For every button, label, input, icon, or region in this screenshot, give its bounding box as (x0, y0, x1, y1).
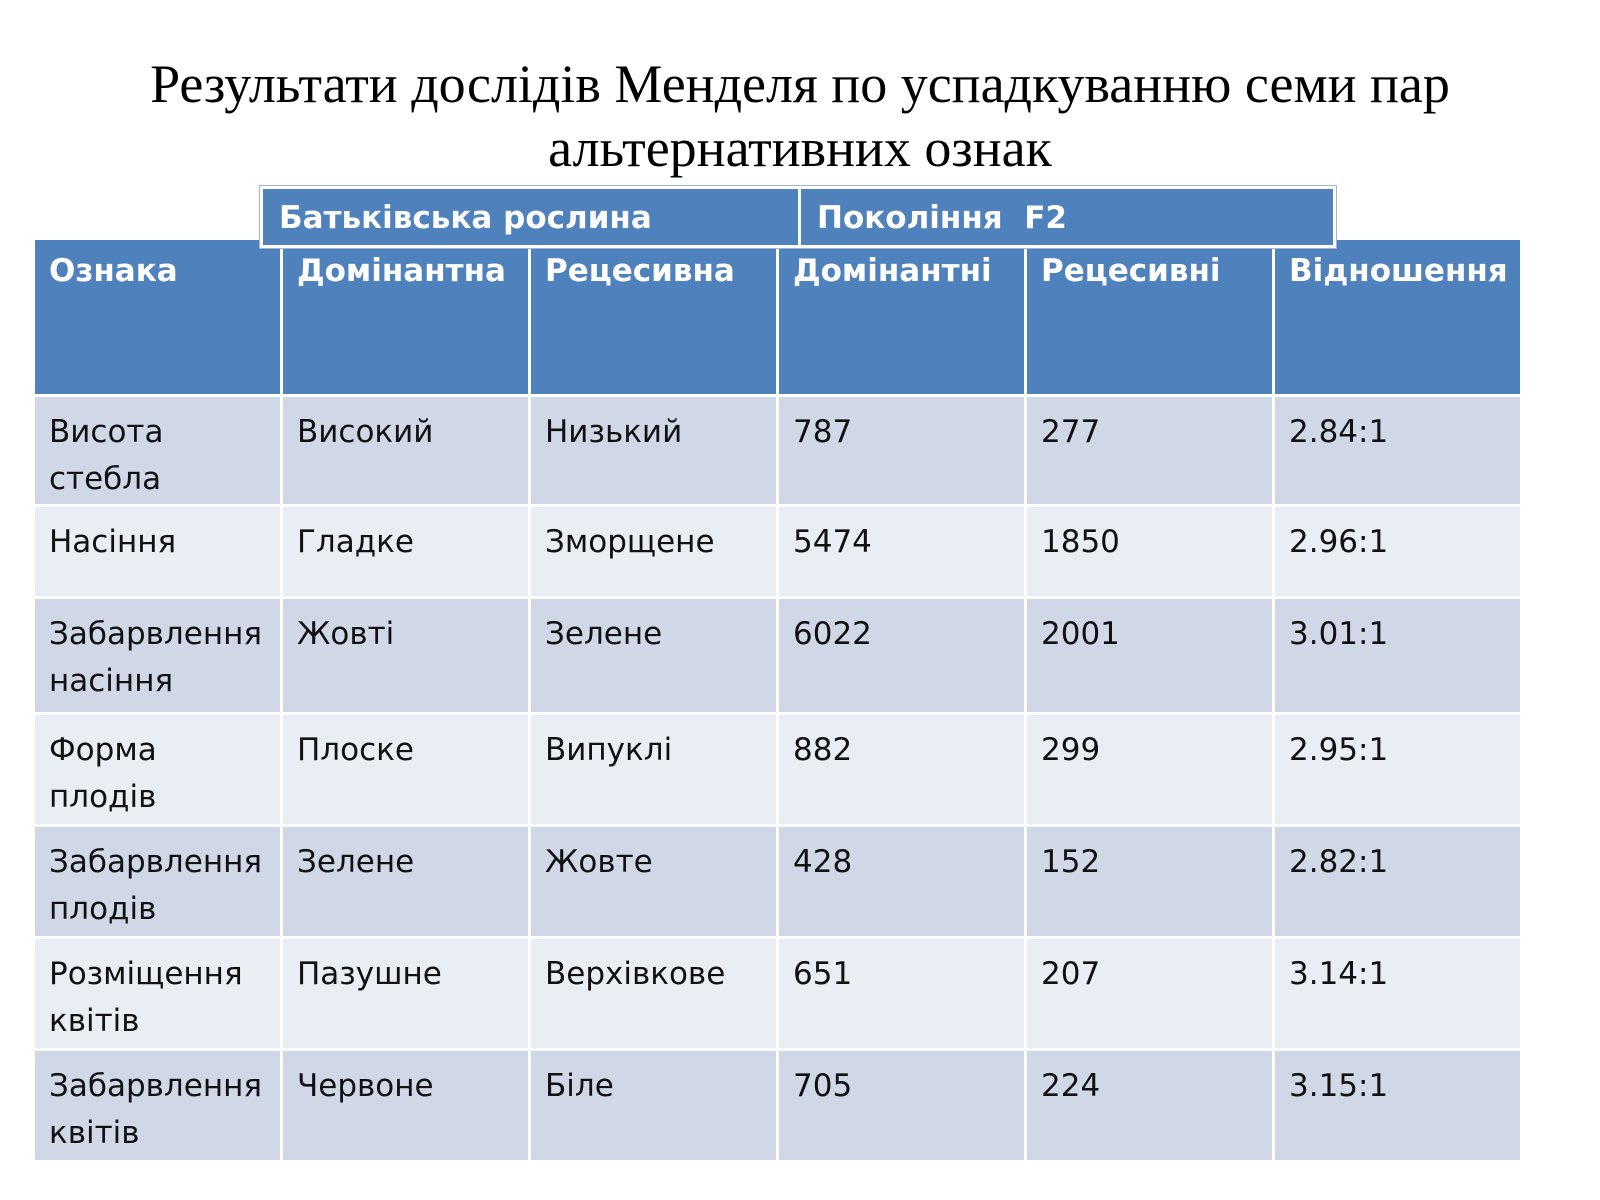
cell-recessive: Зморщене (530, 506, 778, 598)
mendel-results-table (32, 237, 1523, 1163)
table-header-row (34, 239, 1522, 396)
table-row (34, 826, 1522, 938)
table-row (34, 506, 1522, 598)
cell-recessive-count: 152 (1026, 826, 1274, 938)
cell-recessive: Низький (530, 396, 778, 506)
group-header-parent-plant: Батьківська рослина (263, 189, 801, 245)
table-row (34, 1050, 1522, 1162)
cell-dominant-count: 6022 (778, 598, 1026, 714)
column-header-trait: Ознака (34, 239, 282, 396)
cell-recessive: Верхівкове (530, 938, 778, 1050)
table-row (34, 938, 1522, 1050)
cell-trait: Насіння (34, 506, 282, 598)
cell-recessive-count: 207 (1026, 938, 1274, 1050)
cell-ratio: 3.15:1 (1274, 1050, 1522, 1162)
cell-recessive-count: 224 (1026, 1050, 1274, 1162)
column-header-recessive: Рецесивна (530, 239, 778, 396)
cell-trait: Забарвлення насіння (34, 598, 282, 714)
cell-recessive-count: 2001 (1026, 598, 1274, 714)
cell-ratio: 2.82:1 (1274, 826, 1522, 938)
column-header-ratio: Відношення (1274, 239, 1522, 396)
cell-dominant-count: 705 (778, 1050, 1026, 1162)
cell-ratio: 3.14:1 (1274, 938, 1522, 1050)
cell-dominant: Зелене (282, 826, 530, 938)
column-group-header (260, 186, 1336, 248)
cell-ratio: 2.96:1 (1274, 506, 1522, 598)
cell-dominant: Червоне (282, 1050, 530, 1162)
cell-trait: Забарвлення квітів (34, 1050, 282, 1162)
cell-recessive-count: 1850 (1026, 506, 1274, 598)
cell-dominant-count: 787 (778, 396, 1026, 506)
column-header-dominant-count: Домінантні (778, 239, 1026, 396)
cell-trait: Забарвлення плодів (34, 826, 282, 938)
table-row (34, 396, 1522, 506)
column-header-dominant: Домінантна (282, 239, 530, 396)
group-header-generation-f2: Покоління F2 (817, 200, 1067, 236)
cell-dominant-count: 882 (778, 714, 1026, 826)
cell-recessive: Жовте (530, 826, 778, 938)
cell-ratio: 2.95:1 (1274, 714, 1522, 826)
table-row (34, 714, 1522, 826)
table-row (34, 598, 1522, 714)
cell-recessive: Зелене (530, 598, 778, 714)
cell-recessive: Випуклі (530, 714, 778, 826)
cell-trait: Розміщення квітів (34, 938, 282, 1050)
cell-dominant-count: 651 (778, 938, 1026, 1050)
cell-dominant: Пазушне (282, 938, 530, 1050)
page-title-line-2: альтернативних ознак (548, 118, 1052, 178)
page-title-line-1: Результати дослідів Менделя по успадкуванню семи пар (150, 54, 1450, 114)
cell-dominant-count: 428 (778, 826, 1026, 938)
cell-ratio: 2.84:1 (1274, 396, 1522, 506)
cell-dominant-count: 5474 (778, 506, 1026, 598)
cell-trait: Форма плодів (34, 714, 282, 826)
column-header-recessive-count: Рецесивні (1026, 239, 1274, 396)
cell-recessive-count: 277 (1026, 396, 1274, 506)
cell-recessive-count: 299 (1026, 714, 1274, 826)
page-title (0, 52, 1600, 180)
cell-dominant: Плоске (282, 714, 530, 826)
cell-dominant: Жовті (282, 598, 530, 714)
cell-ratio: 3.01:1 (1274, 598, 1522, 714)
cell-dominant: Високий (282, 396, 530, 506)
cell-recessive: Біле (530, 1050, 778, 1162)
cell-trait: Висота стебла (34, 396, 282, 506)
cell-dominant: Гладке (282, 506, 530, 598)
